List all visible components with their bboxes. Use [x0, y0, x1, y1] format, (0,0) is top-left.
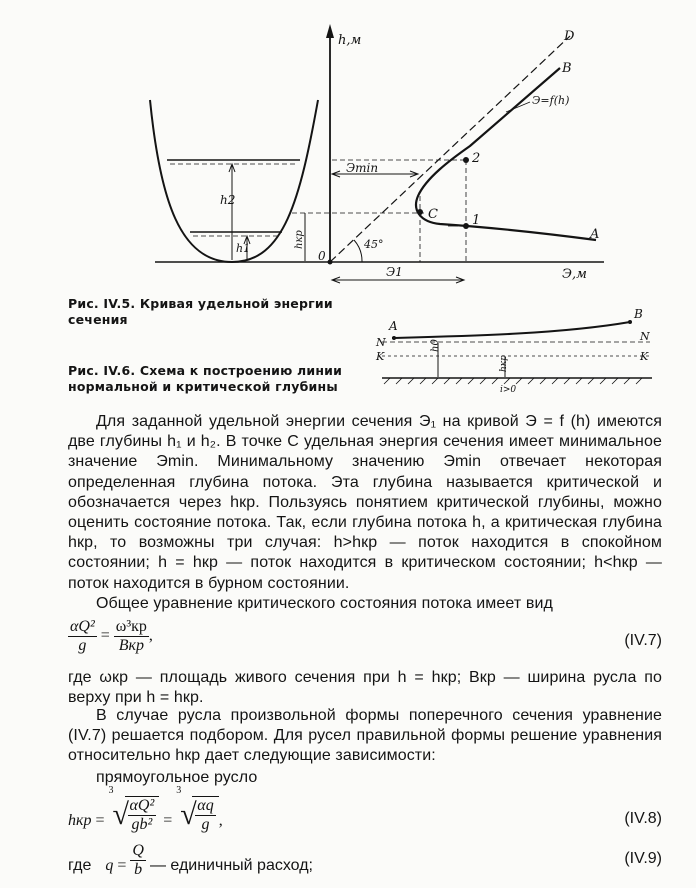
eq8-numerator-1: αQ² [129, 797, 155, 814]
eq9-numerator: Q [132, 842, 144, 859]
line-0D-45deg [330, 36, 570, 262]
eq8-lhs: hкр [68, 812, 92, 830]
caption-fig-iv5: Рис. IV.5. Кривая удельной энергии сечения [68, 296, 333, 327]
eq8-root-2: 3 √ $\frac{\alpha q}{g}$ [192, 796, 218, 834]
label-n-right: N [640, 330, 650, 343]
eq9-suffix: — единичный расход; [149, 857, 313, 875]
eq8-root-1: 3 √ $\frac{\text{αQ²}}{\text{gb²}}$ [125, 796, 160, 834]
eq9-variable: q [105, 857, 114, 875]
water-surface-ab [392, 322, 630, 338]
label-point-2: 2 [472, 151, 481, 166]
label-a: A [590, 227, 600, 242]
eq9-number: (IV.9) [624, 850, 662, 867]
hkr-label: hкр [294, 230, 305, 249]
equation-iv7: $\frac{\text{αQ²}}{g}$ = $\frac{\text{ω³кр}}{\text{Bкр}}$ , (IV.7) [70, 618, 662, 654]
eq8-denominator-2: g [201, 816, 210, 833]
label-c: C [428, 207, 438, 222]
h1-label: h1 [236, 242, 251, 255]
label-b-fig6: B [634, 307, 643, 321]
label-d: D [564, 29, 575, 44]
y-axis-arrow [326, 24, 334, 38]
e1-label: Э1 [386, 265, 403, 279]
label-k-left: K [376, 350, 385, 363]
caption-fig-iv6: Рис. IV.6. Схема к построению линии нормальной и критической глубины [68, 363, 343, 394]
label-origin: 0 [318, 249, 326, 263]
eq7-rhs-numerator: ω³кр [115, 618, 147, 635]
label-point-1: 1 [472, 213, 481, 228]
label-hkr-fig6: hкр [499, 355, 509, 372]
channel-cross-section [150, 100, 318, 262]
x-axis-label: Э,м [562, 267, 587, 282]
eq7-lhs-denominator: g [78, 637, 87, 654]
eq8-numerator-2: αq [197, 797, 214, 814]
label-n-left: N [376, 336, 386, 349]
angle-label: 45° [364, 238, 384, 251]
label-b: B [562, 61, 572, 76]
paragraph-2: Общее уравнение критического состояния потока имеет вид [96, 595, 553, 612]
paragraph-5: прямоугольное русло [96, 769, 258, 786]
label-k-right: K [640, 350, 649, 363]
point-c [417, 209, 423, 215]
paragraph-1: Для заданной удельной энергии сечения Э₁ на кривой Э = f (h) имеются две глубины h₁ и h₂. В точке C удельная энергия сечения имеет минимальное значение Эmin. Минимальному значению Эmin отвечает некоторая определенная глубина потока. Эта глубина называется критической и обозначается через hкр. Пользуясь понятием критической глубины, можно оценить состояние потока. Так, если глубина потока h, а критическая глубина hкр, то возможны три случая: h>hкр — поток находится в спокойном состоянии; h = hкр — поток находится в критическом состоянии; h<hкр — поток находится в бурном состоянии. [68, 413, 662, 592]
emin-label: Эmin [346, 161, 379, 175]
h2-label: h2 [220, 193, 236, 207]
paragraph-4: В случае русла произвольной формы поперечного сечения уравнение (IV.7) решается подбором. Для русел правильной формы решение уравнения относительно hкр дает следующие зависимости: [68, 707, 662, 765]
label-a-fig6: A [389, 319, 398, 333]
label-h0: h0 [430, 339, 441, 352]
figure-iv6 [375, 307, 652, 395]
eq9-prefix: где [68, 857, 92, 875]
point-1 [463, 223, 469, 229]
origin-point [328, 260, 333, 265]
equation-iv8: hкр = 3 √ $\frac{\text{αQ²}}{\text{gb²}}$ = 3 √ $\frac{\alpha q}{g}$ , (IV.8) [68, 785, 662, 833]
eq8-number: (IV.8) [624, 810, 662, 827]
equation-iv9: где q = $\frac{Q}{b}$ — единичный расход; (IV.9) [68, 842, 662, 878]
eq9-denominator: b [134, 861, 143, 878]
point-2 [463, 157, 469, 163]
eq8-denominator-1: gb² [131, 816, 153, 833]
y-axis-label: h,м [338, 33, 362, 48]
eq7-lhs-numerator: αQ² [70, 618, 95, 635]
label-slope: i>0 [500, 385, 517, 395]
paragraph-3: где ωкр — площадь живого сечения при h = hкр; Bкр — ширина русла по верху при h = hкр. [68, 669, 662, 707]
eq7-rhs-denominator: Bкр [118, 637, 144, 654]
eq7-number: (IV.7) [624, 632, 662, 649]
curve-equation-label: Э=f(h) [532, 94, 570, 107]
figure-iv5 [0, 0, 696, 400]
